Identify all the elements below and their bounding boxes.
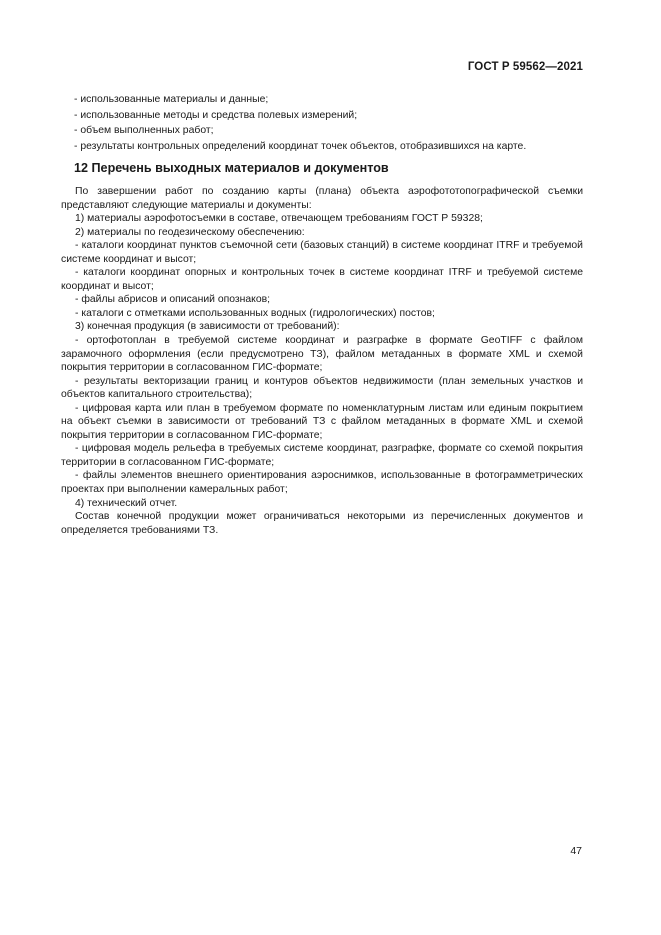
paragraph: 2) материалы по геодезическому обеспечению:	[75, 226, 305, 238]
list-item: - использованные методы и средства полевых измерений;	[74, 109, 358, 121]
paragraph: - ортофотоплан в требуемой системе координат и разграфке в формате GeoTIFF с файлом зарамочного оформления (если предусмотрено ТЗ), файлом метаданных в формате XML и схемой покрытия территории в согласованном ГИС-формате;	[61, 335, 583, 374]
paragraph: - каталоги координат опорных и контрольных точек в системе координат ITRF и требуемой системе координат и высот;	[61, 267, 583, 292]
paragraph: - каталоги координат пунктов съемочной сети (базовых станций) в системе координат ITRF и требуемой системе координат и высот;	[61, 240, 583, 265]
list-item: - результаты контрольных определений координат точек объектов, отобразившихся на карте.	[74, 140, 527, 152]
paragraph: 4) технический отчет.	[75, 497, 178, 509]
list-item: - использованные материалы и данные;	[74, 94, 269, 105]
paragraph: - результаты векторизации границ и контуров объектов недвижимости (план земельных участков и объектов капитального строительства);	[61, 375, 583, 401]
section-title: 12 Перечень выходных материалов и документов	[74, 161, 389, 175]
section-body	[61, 185, 583, 537]
paragraph: - цифровая модель рельефа в требуемых системе координат, разграфке, формате со схемой покрытия территории в согласованном ГИС-формате;	[61, 443, 583, 468]
paragraph: По завершении работ по созданию карты (плана) объекта аэрофототопографической съемки представляют следующие материалы и документы:	[61, 186, 583, 211]
results-list	[74, 92, 584, 154]
list-item: - объем выполненных работ;	[74, 125, 214, 136]
page-number: 47	[570, 845, 582, 857]
paragraph: - каталоги с отметками использованных водных (гидрологических) постов;	[75, 307, 435, 319]
paragraph: - цифровая карта или план в требуемом формате по номенклатурным листам или единым покрытием на объект съемки в зависимости от требований ТЗ с файлом метаданных в формате XML и схемой покрытия территории в согласованном ГИС-формате;	[61, 402, 583, 441]
paragraph: Состав конечной продукции может ограничиваться некоторыми из перечисленных документов и определяется требованиями ТЗ.	[61, 511, 583, 536]
paragraph: - файлы абрисов и описаний опознаков;	[75, 294, 271, 306]
document-code: ГОСТ Р 59562—2021	[467, 61, 583, 73]
paragraph: - файлы элементов внешнего ориентирования аэроснимков, использованные в фотограмметрических проектах при выполнении камеральных работ;	[61, 470, 583, 496]
paragraph: 3) конечная продукция (в зависимости от требований):	[75, 321, 340, 333]
paragraph: 1) материалы аэрофотосъемки в составе, отвечающем требованиям ГОСТ Р 59328;	[75, 213, 483, 225]
